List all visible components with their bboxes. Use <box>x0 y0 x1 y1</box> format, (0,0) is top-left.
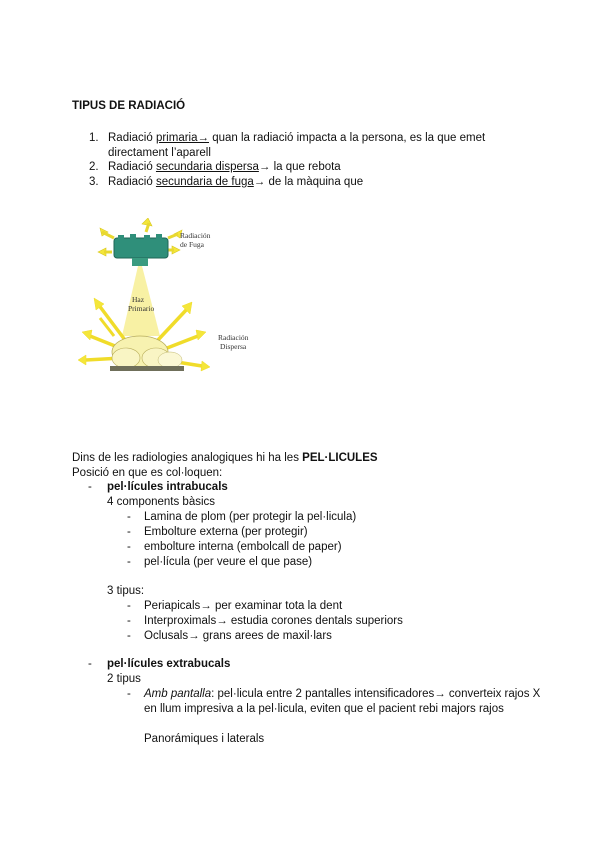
components-label: 4 components bàsics <box>107 496 216 508</box>
amb-pantalla-text: : pel·licula entre 2 pantalles intensificadores→ converteix rajos X <box>211 688 541 700</box>
arrow-glyph: → <box>258 161 271 173</box>
radiation-types-list <box>72 131 532 189</box>
list-item <box>72 175 532 190</box>
list-item: Lamina de plom (per protegir la pel·licula) <box>144 511 357 523</box>
list-description: de la màquina que <box>265 175 364 188</box>
label-haz-2: Primario <box>128 304 155 313</box>
intrabucals-heading: pel·lícules intrabucals <box>107 481 228 493</box>
posicio-line: Posició en que es col·loquen: <box>72 467 223 479</box>
label-haz-1: Haz <box>132 295 145 304</box>
film-base <box>110 366 184 371</box>
list-item <box>144 688 540 700</box>
list-item: embolture interna (embolcall de paper) <box>144 541 342 553</box>
term-primaria: primaria <box>155 132 198 144</box>
list-number: 1. <box>89 132 99 144</box>
arrow-glyph: → <box>197 132 209 144</box>
bullet-dash: - <box>127 615 131 627</box>
term-secundaria-dispersa: secundaria dispersa <box>155 161 259 173</box>
label-radiacion-dispersa-2: Dispersa <box>220 342 247 351</box>
bullet-dash: - <box>88 658 92 670</box>
list-description: la que rebota <box>270 161 341 173</box>
patient-object <box>112 336 182 368</box>
term-secundaria-fuga: secundaria de fuga <box>155 175 254 188</box>
tipus-label: 3 tipus: <box>107 585 145 597</box>
bullet-dash: - <box>127 511 131 523</box>
bullet-dash: - <box>127 688 131 700</box>
bullet-dash: - <box>127 526 131 538</box>
list-item <box>72 131 532 160</box>
bullet-dash: - <box>127 541 131 553</box>
list-item: Periapicals→ per examinar tota la dent <box>144 600 343 612</box>
list-item <box>72 160 532 175</box>
label-radiacion-fuga-1: Radiación <box>180 231 211 240</box>
list-number: 3. <box>89 175 99 188</box>
intro-text: Dins de les radiologies analogiques hi ha les <box>72 452 303 464</box>
list-prefix: Radiació <box>108 161 156 173</box>
list-prefix: Radiació <box>108 175 156 188</box>
label-radiacion-fuga-2: de Fuga <box>180 240 204 249</box>
extrabucals-heading: pel·lícules extrabucals <box>107 658 231 670</box>
list-item: Oclusals→ grans arees de maxil·lars <box>144 630 332 642</box>
list-description: quan la radiació impacta a la persona, es la que emet directament l’aparell <box>108 132 486 159</box>
intro-paragraph <box>72 451 378 466</box>
radiation-diagram <box>70 218 330 378</box>
label-radiacion-dispersa-1: Radiación <box>218 333 249 342</box>
bullet-dash: - <box>127 556 131 568</box>
xray-tube-head <box>114 234 168 266</box>
bullet-dash: - <box>127 630 131 642</box>
bullet-dash: - <box>127 600 131 612</box>
section-title: TIPUS DE RADIACIÓ <box>72 100 186 112</box>
list-prefix: Radiació <box>108 132 156 144</box>
list-item: Embolture externa (per protegir) <box>144 526 308 538</box>
panoramiques-line: Panorámiques i laterals <box>144 733 265 745</box>
arrow-glyph: → <box>253 175 266 188</box>
list-number: 2. <box>89 161 99 173</box>
list-item: pel·lícula (per veure el que pase) <box>144 556 313 568</box>
intro-bold-term: PEL·LICULES <box>302 452 378 464</box>
amb-pantalla-term: Amb pantalla <box>144 688 212 700</box>
bullet-dash: - <box>88 481 92 493</box>
list-item: Interproximals→ estudia corones dentals superiors <box>144 615 403 627</box>
list-item-continuation: en llum impresiva a la pel·licula, eviten que el pacient rebi majors rajos <box>144 703 504 715</box>
tipus-label: 2 tipus <box>107 673 141 685</box>
